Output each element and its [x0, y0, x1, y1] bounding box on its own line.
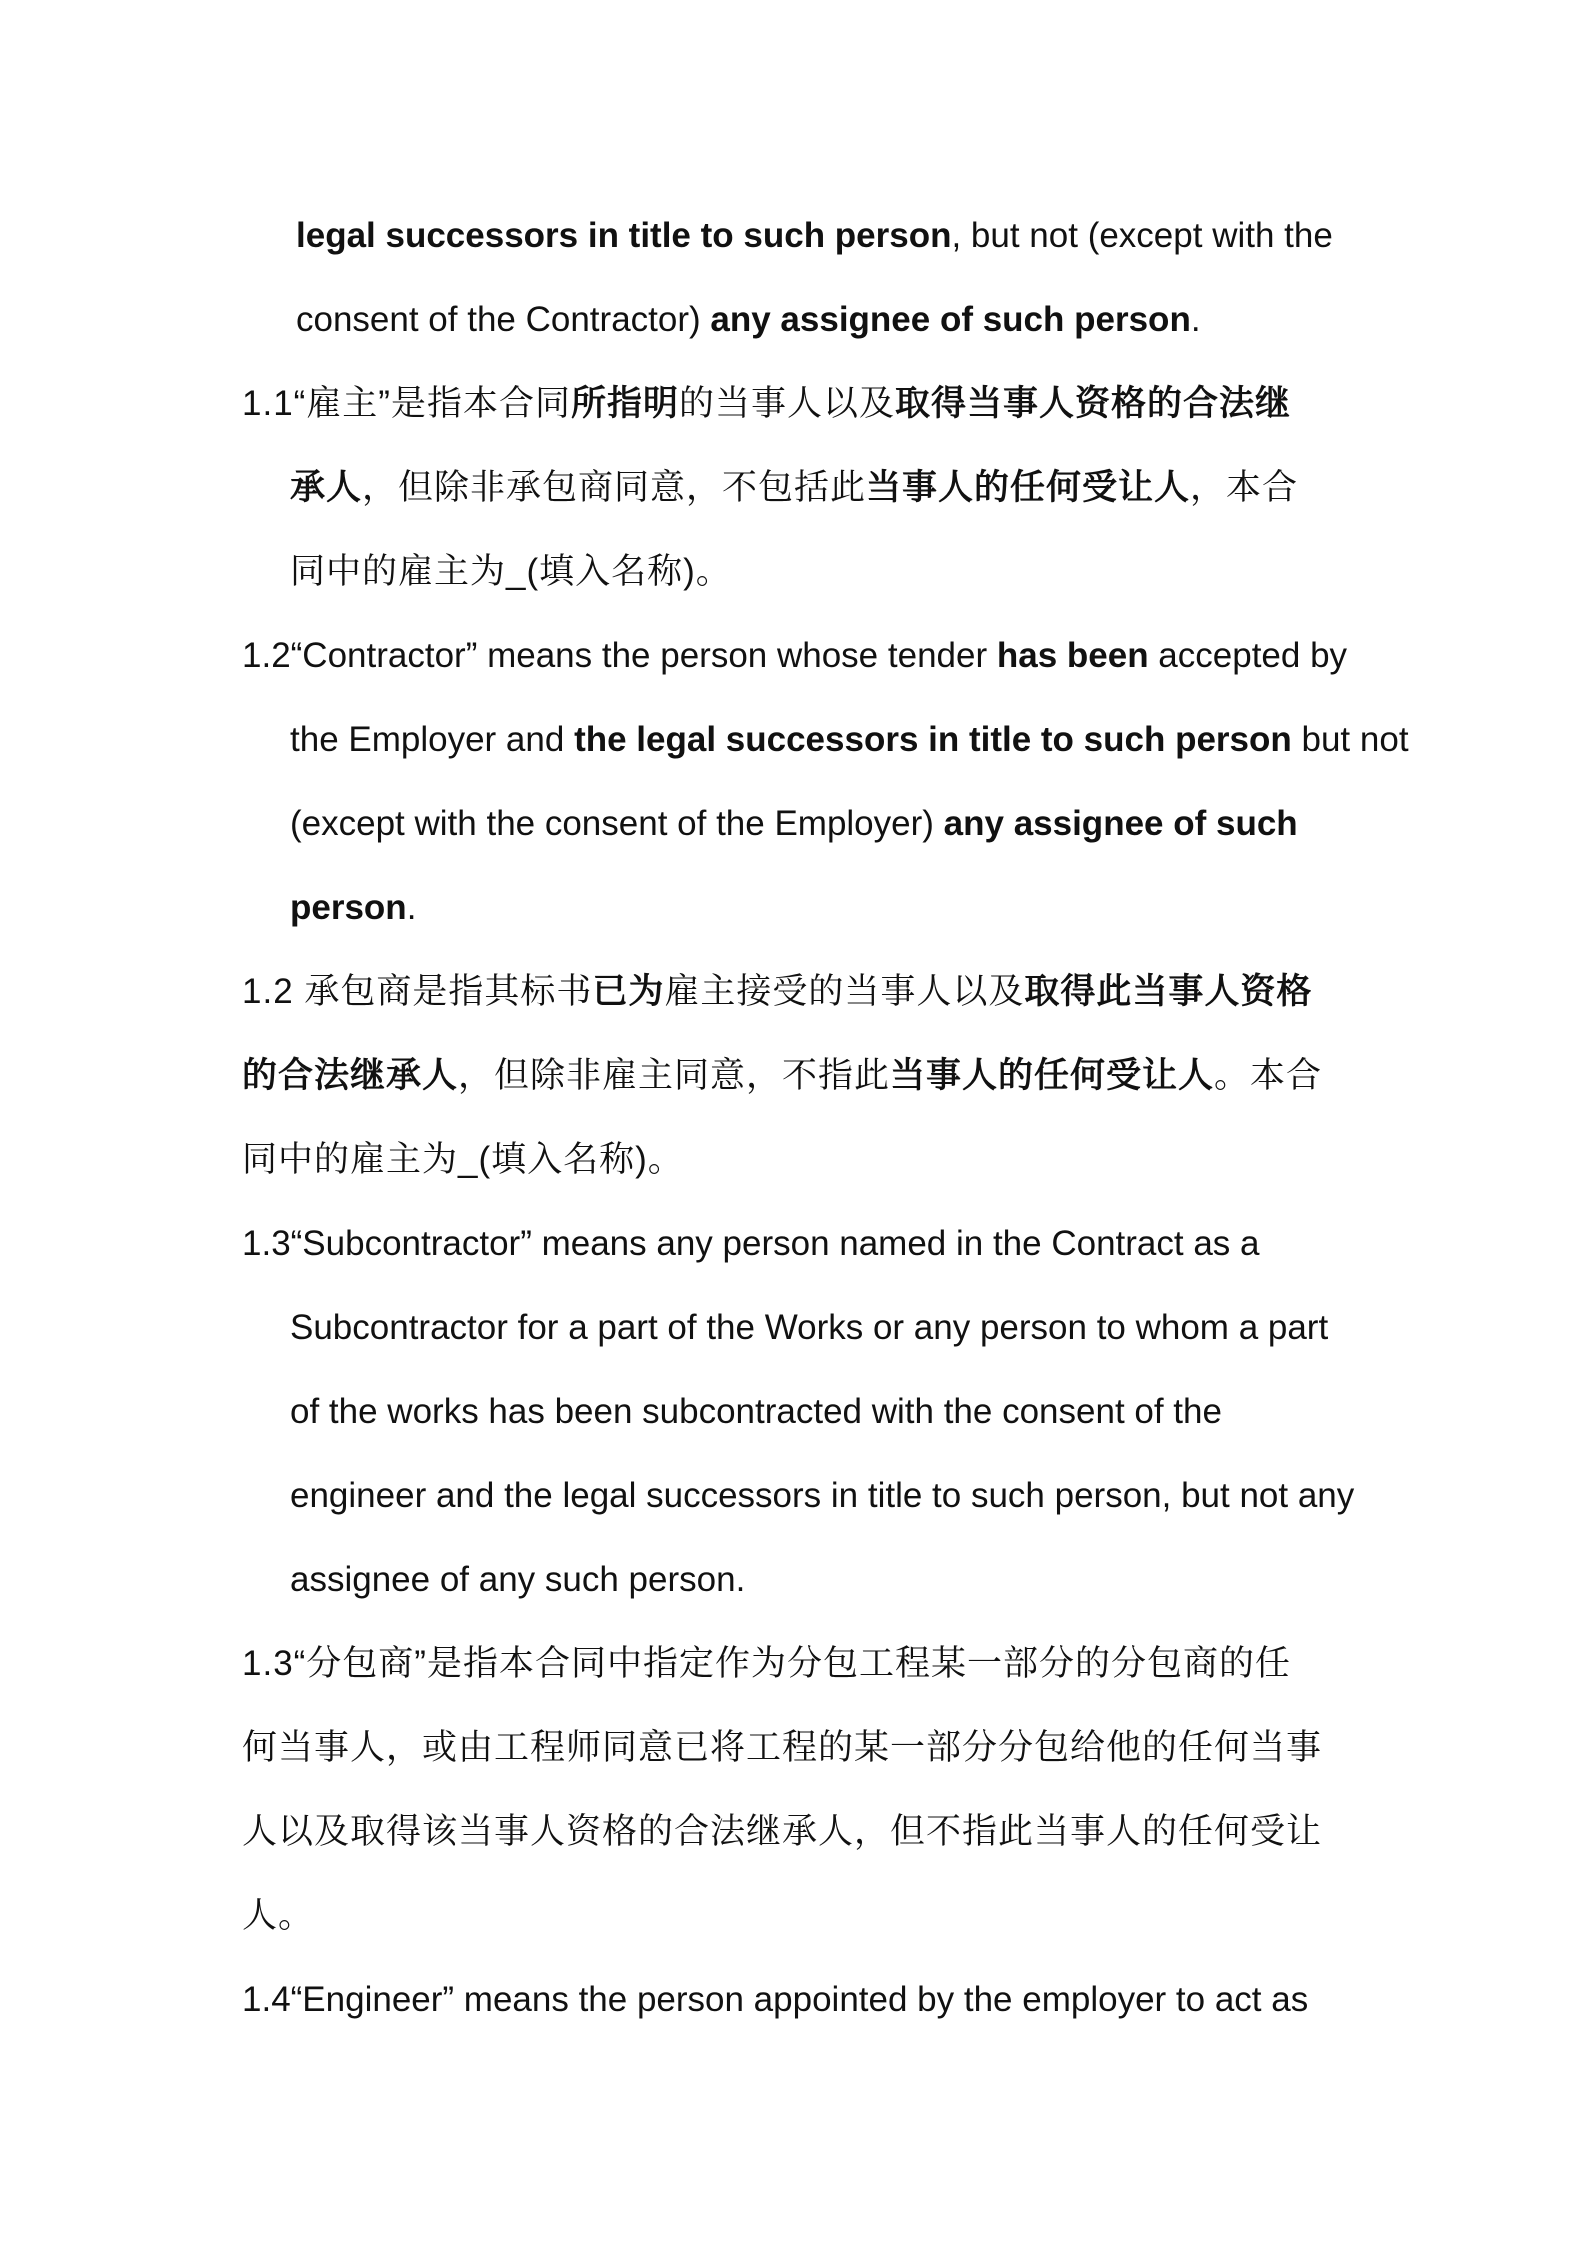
- text-line: [290, 1306, 1328, 1350]
- text-line: [242, 1642, 1291, 1686]
- text-run-bold: 承人: [290, 468, 363, 507]
- text-line: [290, 718, 1409, 762]
- text-run: accepted by: [1148, 636, 1348, 675]
- text-run: 人以及取得该当事人资格的合法继承人，但不指此当事人的任何受让: [242, 1812, 1323, 1851]
- text-run: 1.3“分包商”是指本合同中指定作为分包工程某一部分的分包商的任: [242, 1644, 1291, 1683]
- text-line: [242, 1726, 1322, 1770]
- text-run: 同中的雇主为_(填入名称)。: [242, 1140, 684, 1179]
- text-run: of the works has been subcontracted with the consent of the: [290, 1392, 1222, 1431]
- text-line: [290, 802, 1298, 846]
- text-run-bold: 取得此当事人资格: [1024, 972, 1313, 1011]
- text-line: [242, 1138, 684, 1182]
- text-line: [290, 1558, 745, 1602]
- text-line: [242, 1894, 314, 1938]
- text-line: [296, 298, 1201, 342]
- text-run: (except with the consent of the Employer): [290, 804, 944, 843]
- text-run-bold: legal successors in title to such person: [296, 216, 952, 255]
- text-run-bold: any assignee of such person: [710, 300, 1191, 339]
- text-run: 。本合: [1214, 1056, 1323, 1095]
- text-run: 1.4“Engineer” means the person appointed by the employer to act as: [242, 1980, 1309, 2019]
- text-run: ，本合: [1190, 468, 1299, 507]
- text-run-bold: any assignee of such: [943, 804, 1298, 843]
- text-run-bold: 的合法继承人: [242, 1056, 459, 1095]
- text-run: .: [406, 888, 417, 927]
- text-run: engineer and the legal successors in title to such person, but not any: [290, 1476, 1355, 1515]
- text-run: Subcontractor for a part of the Works or any person to whom a part: [290, 1308, 1329, 1347]
- text-line: [242, 1810, 1322, 1854]
- text-line: [242, 1978, 1308, 2022]
- text-run-bold: 取得当事人资格的合法继: [895, 384, 1292, 423]
- text-line: [242, 1054, 1322, 1098]
- text-run: 1.2 承包商是指其标书: [242, 972, 593, 1011]
- text-line: [242, 382, 1291, 426]
- text-run: ，但除非雇主同意，不指此: [458, 1056, 891, 1095]
- text-run-bold: the legal successors in title to such person: [574, 720, 1292, 759]
- text-line: [242, 1222, 1260, 1266]
- text-run: 同中的雇主为_(填入名称)。: [290, 552, 732, 591]
- text-run-bold: person: [290, 888, 407, 927]
- text-run: but not: [1291, 720, 1409, 759]
- text-line: [290, 1474, 1354, 1518]
- text-run: 1.1“雇主”是指本合同: [242, 384, 571, 423]
- text-line: [290, 550, 732, 594]
- text-run: 1.2“Contractor” means the person whose tender: [242, 636, 997, 675]
- text-run: , but not (except with the: [951, 216, 1333, 255]
- text-run: .: [1190, 300, 1201, 339]
- text-line: [290, 886, 416, 930]
- text-run-bold: 当事人的任何受让人: [890, 1056, 1215, 1095]
- text-run-bold: 当事人的任何受让人: [866, 468, 1191, 507]
- text-run: 雇主接受的当事人以及: [664, 972, 1025, 1011]
- text-line: [290, 1390, 1222, 1434]
- text-run: the Employer and: [290, 720, 575, 759]
- text-run: 1.3“Subcontractor” means any person named in the Contract as a: [242, 1224, 1260, 1263]
- text-run: 的当事人以及: [678, 384, 895, 423]
- text-run: 人。: [242, 1896, 315, 1935]
- text-line: [296, 214, 1354, 258]
- text-run: ，但除非承包商同意，不包括此: [362, 468, 867, 507]
- text-run-bold: 已为: [592, 972, 665, 1011]
- text-run: consent of the Contractor): [296, 300, 711, 339]
- text-run-bold: 所指明: [570, 384, 679, 423]
- text-line: [242, 634, 1347, 678]
- text-run-bold: has been: [996, 636, 1149, 675]
- text-run: assignee of any such person.: [290, 1560, 746, 1599]
- text-line: [242, 970, 1312, 1014]
- text-line: [290, 466, 1298, 510]
- text-run: 何当事人，或由工程师同意已将工程的某一部分分包给他的任何当事: [242, 1728, 1323, 1767]
